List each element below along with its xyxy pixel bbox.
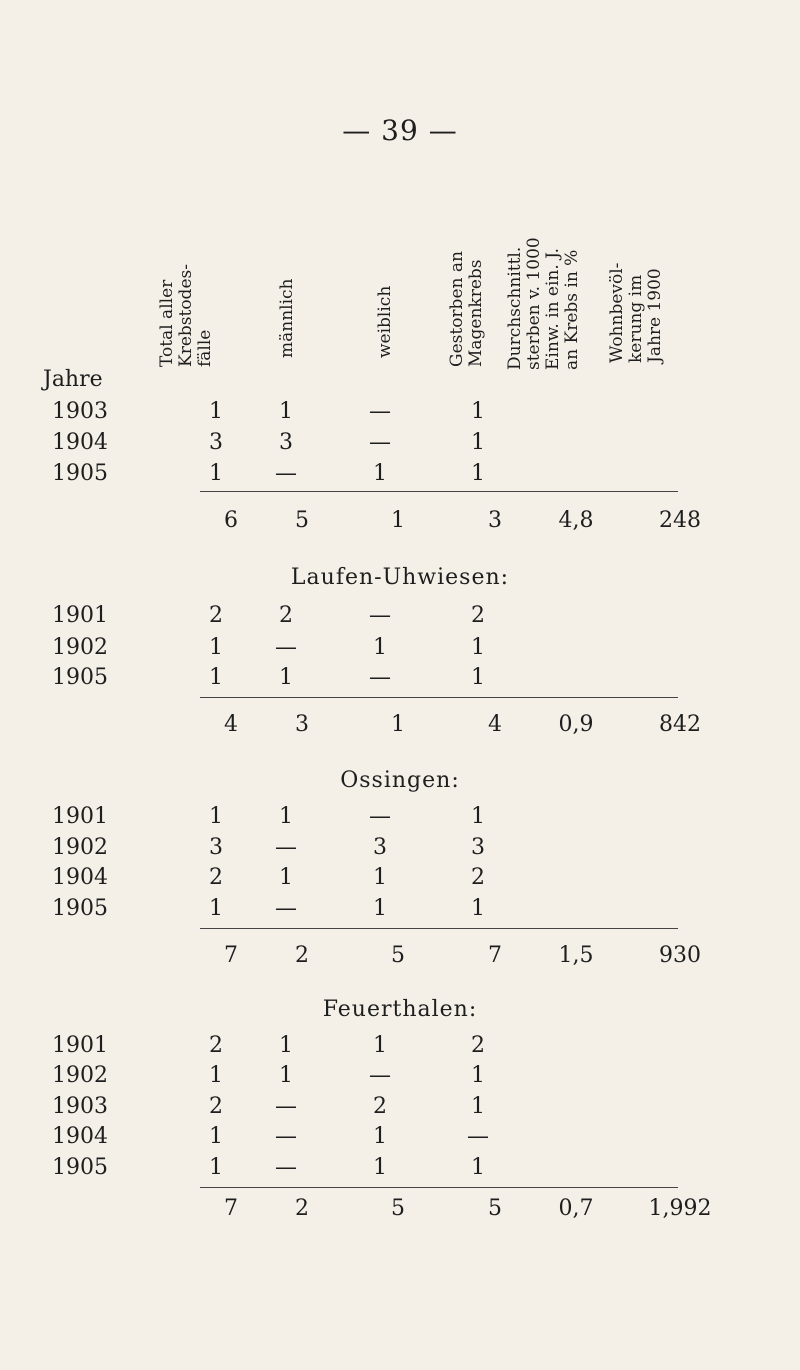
male-cell: —: [275, 461, 297, 486]
male-cell: 1: [279, 399, 293, 424]
female-cell: 1: [373, 1033, 387, 1058]
header-maennlich: männlich: [277, 278, 297, 358]
sum-average: 1,5: [558, 943, 594, 968]
year-cell: 1901: [52, 603, 108, 628]
male-cell: 1: [279, 1033, 293, 1058]
male-cell: —: [275, 635, 297, 660]
stomach-cancer-cell: 2: [471, 865, 485, 890]
year-cell: 1904: [52, 865, 108, 890]
sum-average: 4,8: [558, 508, 594, 533]
female-cell: 1: [373, 865, 387, 890]
header-weiblich: weiblich: [375, 285, 395, 358]
table-row: [0, 804, 800, 836]
sum-stomach: 5: [488, 1196, 502, 1221]
total-cell: 2: [209, 1094, 223, 1119]
year-cell: 1905: [52, 1155, 108, 1180]
stomach-cancer-cell: 2: [471, 603, 485, 628]
sum-total: 4: [224, 712, 238, 737]
section-title: Laufen-Uhwiesen:: [290, 565, 510, 590]
female-cell: 2: [373, 1094, 387, 1119]
sum-rule: [200, 697, 678, 698]
stomach-cancer-cell: 1: [471, 1094, 485, 1119]
stomach-cancer-cell: —: [467, 1124, 489, 1149]
table-row: [0, 461, 800, 493]
male-cell: 1: [279, 804, 293, 829]
total-cell: 2: [209, 1033, 223, 1058]
year-cell: 1902: [52, 1063, 108, 1088]
header-wohnbevoelkerung: Wohnbevöl- kerung im Jahre 1900: [607, 262, 665, 363]
section-title: Feuerthalen:: [322, 997, 478, 1022]
sum-row: [0, 712, 800, 746]
female-cell: 1: [373, 896, 387, 921]
table-row: [0, 1094, 800, 1126]
sum-rule: [200, 928, 678, 929]
table-row: [0, 635, 800, 667]
sum-row: [0, 943, 800, 977]
female-cell: —: [369, 665, 391, 690]
stomach-cancer-cell: 1: [471, 1063, 485, 1088]
sum-total: 7: [224, 1196, 238, 1221]
sum-stomach: 3: [488, 508, 502, 533]
total-cell: 1: [209, 1124, 223, 1149]
total-cell: 1: [209, 1063, 223, 1088]
table-row: [0, 665, 800, 697]
sum-male: 3: [295, 712, 309, 737]
stomach-cancer-cell: 1: [471, 665, 485, 690]
male-cell: —: [275, 1094, 297, 1119]
male-cell: 2: [279, 603, 293, 628]
sum-female: 5: [391, 1196, 405, 1221]
stomach-cancer-cell: 1: [471, 896, 485, 921]
sum-row: [0, 1196, 800, 1230]
total-cell: 1: [209, 399, 223, 424]
stomach-cancer-cell: 1: [471, 635, 485, 660]
sum-rule: [200, 491, 678, 492]
male-cell: 1: [279, 865, 293, 890]
male-cell: 1: [279, 665, 293, 690]
sum-population: 1,992: [648, 1196, 712, 1221]
female-cell: 1: [373, 1155, 387, 1180]
table-row: [0, 1033, 800, 1065]
table-row: [0, 896, 800, 928]
sum-female: 5: [391, 943, 405, 968]
stomach-cancer-cell: 2: [471, 1033, 485, 1058]
table-row: [0, 1155, 800, 1187]
female-cell: 3: [373, 835, 387, 860]
total-cell: 1: [209, 665, 223, 690]
male-cell: 3: [279, 430, 293, 455]
table-row: [0, 603, 800, 635]
sum-row: [0, 508, 800, 542]
male-cell: —: [275, 896, 297, 921]
total-cell: 1: [209, 896, 223, 921]
sum-average: 0,9: [558, 712, 594, 737]
stomach-cancer-cell: 1: [471, 399, 485, 424]
female-cell: 1: [373, 1124, 387, 1149]
male-cell: —: [275, 1155, 297, 1180]
total-cell: 3: [209, 430, 223, 455]
header-magenkrebs: Gestorben an Magenkrebs: [447, 251, 486, 367]
table-row: [0, 430, 800, 462]
total-cell: 1: [209, 1155, 223, 1180]
sum-male: 5: [295, 508, 309, 533]
table-row: [0, 399, 800, 431]
male-cell: —: [275, 835, 297, 860]
sum-female: 1: [391, 508, 405, 533]
year-cell: 1905: [52, 461, 108, 486]
stomach-cancer-cell: 1: [471, 1155, 485, 1180]
sum-male: 2: [295, 1196, 309, 1221]
year-cell: 1905: [52, 896, 108, 921]
sum-population: 248: [659, 508, 701, 533]
male-cell: 1: [279, 1063, 293, 1088]
female-cell: —: [369, 1063, 391, 1088]
year-cell: 1901: [52, 804, 108, 829]
header-jahre: Jahre: [43, 367, 103, 392]
stomach-cancer-cell: 1: [471, 430, 485, 455]
sum-total: 7: [224, 943, 238, 968]
stomach-cancer-cell: 1: [471, 804, 485, 829]
sum-stomach: 4: [488, 712, 502, 737]
sum-total: 6: [224, 508, 238, 533]
table-row: [0, 1063, 800, 1095]
year-cell: 1904: [52, 1124, 108, 1149]
female-cell: 1: [373, 635, 387, 660]
table-row: [0, 835, 800, 867]
table-row: [0, 865, 800, 897]
female-cell: 1: [373, 461, 387, 486]
total-cell: 1: [209, 635, 223, 660]
sum-rule: [200, 1187, 678, 1188]
stomach-cancer-cell: 3: [471, 835, 485, 860]
total-cell: 1: [209, 804, 223, 829]
sum-average: 0,7: [558, 1196, 594, 1221]
sum-stomach: 7: [488, 943, 502, 968]
year-cell: 1904: [52, 430, 108, 455]
table-row: [0, 1124, 800, 1156]
sum-female: 1: [391, 712, 405, 737]
header-durchschnitt: Durchschnittl. sterben v. 1000 Einw. in ein. J. an Krebs in %: [505, 237, 582, 370]
page-number: — 39 —: [342, 114, 458, 147]
header-total: Total aller Krebstodes- fälle: [157, 264, 215, 367]
year-cell: 1903: [52, 399, 108, 424]
total-cell: 1: [209, 461, 223, 486]
total-cell: 2: [209, 603, 223, 628]
total-cell: 2: [209, 865, 223, 890]
sum-population: 842: [659, 712, 701, 737]
year-cell: 1905: [52, 665, 108, 690]
sum-male: 2: [295, 943, 309, 968]
year-cell: 1902: [52, 835, 108, 860]
female-cell: —: [369, 603, 391, 628]
sum-population: 930: [659, 943, 701, 968]
total-cell: 3: [209, 835, 223, 860]
stomach-cancer-cell: 1: [471, 461, 485, 486]
female-cell: —: [369, 804, 391, 829]
year-cell: 1902: [52, 635, 108, 660]
year-cell: 1901: [52, 1033, 108, 1058]
female-cell: —: [369, 399, 391, 424]
year-cell: 1903: [52, 1094, 108, 1119]
female-cell: —: [369, 430, 391, 455]
section-title: Ossingen:: [340, 768, 460, 793]
male-cell: —: [275, 1124, 297, 1149]
